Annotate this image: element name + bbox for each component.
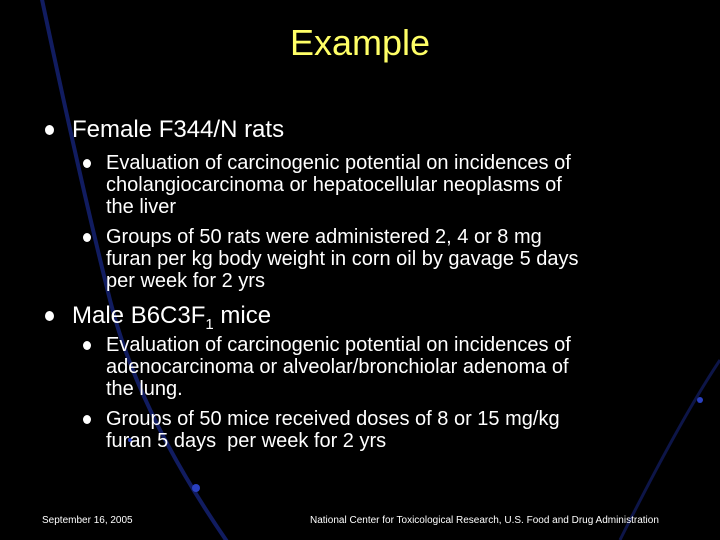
footer-organization: National Center for Toxicological Research, U.S. Food and Drug Administration [310,515,659,526]
slide-title: Example [289,22,431,63]
bullet-female-rats [45,116,284,144]
sub-bullet-text: Evaluation of carcinogenic potential on incidences of adenocarcinoma or alveolar/bronchiolar adenoma of the lung. [106,334,571,400]
decorative-dot [697,397,703,403]
bullet-dot-icon [45,311,54,321]
bullet-dot-icon [83,233,91,242]
sub-bullet-text: Evaluation of carcinogenic potential on incidences of cholangiocarcinoma or hepatocellular neoplasms of the liver [106,152,571,218]
footer-date: September 16, 2005 [42,515,133,526]
section-heading: Female F344/N rats [72,116,285,143]
bullet-dot-icon [45,125,54,135]
sub-bullet-text: Groups of 50 mice received doses of 8 or 15 mg/kg furan 5 days per week for 2 yrs [106,408,560,452]
decorative-curve-2 [620,360,720,540]
sub-bullet [83,334,571,400]
section-heading: Male $B6C3F_1$ mice [72,302,272,333]
bullet-dot-icon [83,341,91,350]
bullet-dot-icon [83,159,91,168]
sub-bullet [83,408,560,452]
sub-bullet [83,226,579,292]
sub-bullet [83,152,571,218]
decorative-dot [192,484,200,492]
sub-bullet-text: Groups of 50 rats were administered 2, 4 or 8 mg furan per kg body weight in corn oil by gavage 5 days per week for 2 yrs [106,226,579,292]
bullet-dot-icon [83,415,91,424]
